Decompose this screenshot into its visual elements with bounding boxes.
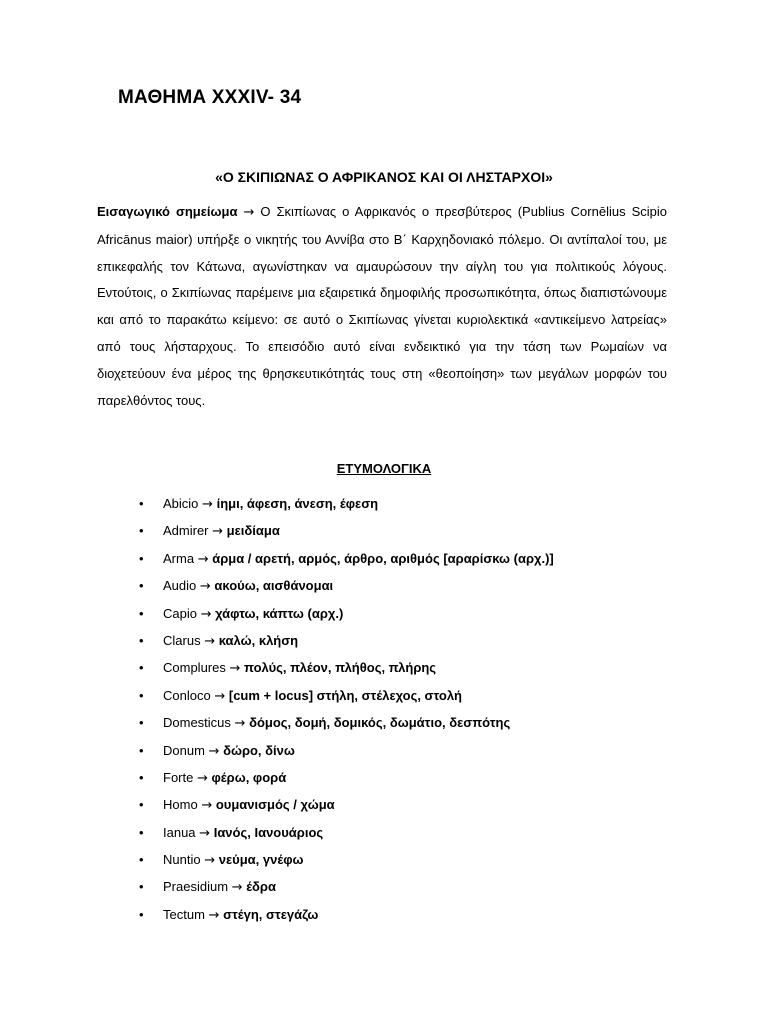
arrow-right-icon: →: [204, 853, 216, 869]
greek-derivatives: πολύς, πλέον, πλήθος, πλήρης: [244, 660, 437, 676]
latin-word: Admirer: [163, 523, 209, 539]
greek-derivatives: ίημι, άφεση, άνεση, έφεση: [216, 496, 379, 511]
list-item: [0, 572, 554, 599]
intro-text: Ο Σκιπίωνας ο Αφρικανός ο πρεσβύτερος (Publius Cornēlius Scipio Africānus maior) υπήρξε ο νικητής του Αννίβα στο Β΄ Καρχηδονιακό πόλεμο. Οι αντίπαλοί του, με επικεφαλής τον Κάτωνα, αγωνίστηκαν να αμαυρώσουν την αίγλη του για πολιτικούς λόγους. Εντούτοις, ο Σκιπίωνας παρέμεινε μια εξαιρετικά δημοφιλής προσωπικότητα, όπως διαπιστώνουμε και από το παρακάτω κείμενο: σε αυτό ο Σκιπίωνας γίνεται κυριολεκτικά «αντικείμενο λατρείας» από τους λήσταρχους. Το επεισόδιο αυτό είναι ενδεικτικό για την τάση των Ρωμαίων να διοχετεύουν ένα μέρος της θρησκευτικότητάς τους στη «θεοποίηση» των μεγάλων μορφών του παρελθόντος τους.: [97, 204, 667, 408]
list-item: [0, 627, 554, 654]
greek-derivatives: ουμανισμός / χώμα: [215, 797, 335, 813]
list-item: [0, 490, 554, 517]
arrow-right-icon: →: [208, 743, 220, 759]
arrow-right-icon: →: [201, 798, 213, 814]
arrow-right-icon: →: [214, 688, 226, 704]
list-item: [0, 846, 554, 873]
arrow-right-icon: →: [202, 497, 213, 512]
bullet-icon: •: [139, 578, 144, 594]
greek-derivatives: ακούω, αισθάνομαι: [214, 578, 334, 594]
greek-derivatives: δώρο, δίνω: [223, 742, 295, 758]
latin-word: Conloco: [163, 687, 211, 703]
arrow-right-icon: →: [200, 606, 212, 622]
bullet-icon: •: [139, 906, 144, 922]
bullet-icon: •: [139, 605, 144, 621]
arrow-right-icon: →: [204, 633, 216, 649]
bullet-icon: •: [139, 496, 144, 511]
greek-derivatives: χάφτω, κάπτω (αρχ.): [215, 605, 344, 621]
latin-word: Domesticus: [163, 715, 231, 731]
latin-word: Ianua: [163, 824, 196, 840]
bullet-icon: •: [139, 769, 144, 785]
list-item: [0, 517, 554, 544]
etymology-heading: ΕΤΥΜΟΛΟΓΙΚΑ: [336, 461, 432, 476]
bullet-icon: •: [139, 824, 144, 840]
etymology-list: [0, 490, 554, 928]
latin-word: Nuntio: [163, 852, 201, 868]
arrow-right-icon: →: [229, 661, 241, 677]
lesson-title: ΜΑΘΗΜΑ XXXIV- 34: [118, 87, 302, 108]
list-item: [0, 737, 554, 764]
greek-derivatives: άρμα / αρετή, αρμός, άρθρο, αριθμός [αραρίσκω (αρχ.)]: [212, 550, 554, 566]
bullet-icon: •: [139, 742, 144, 758]
greek-derivatives: Ιανός, Ιανουάριος: [213, 824, 324, 840]
intro-paragraph: [97, 199, 667, 414]
latin-word: Praesidium: [163, 879, 229, 895]
latin-word: Abicio: [163, 496, 199, 511]
intro-lead: Εισαγωγικό σημείωμα: [97, 204, 238, 219]
list-item: [0, 709, 554, 736]
latin-word: Arma: [163, 550, 195, 566]
arrow-right-icon: →: [208, 907, 220, 923]
list-item: [0, 873, 554, 900]
greek-derivatives: δόμος, δομή, δομικός, δωμάτιο, δεσπότης: [249, 715, 511, 731]
greek-derivatives: μειδίαμα: [226, 523, 280, 539]
arrow-right-icon: →: [243, 205, 255, 220]
arrow-right-icon: →: [231, 880, 243, 896]
latin-word: Audio: [163, 578, 197, 594]
latin-word: Complures: [163, 660, 226, 676]
list-item: [0, 819, 554, 846]
latin-word: Tectum: [163, 906, 205, 922]
bullet-icon: •: [139, 632, 144, 648]
arrow-right-icon: →: [197, 551, 209, 567]
bullet-icon: •: [139, 687, 144, 703]
greek-derivatives: καλώ, κλήση: [218, 632, 299, 648]
list-item: [0, 545, 554, 572]
bullet-icon: •: [139, 660, 144, 676]
greek-derivatives: φέρω, φορά: [211, 769, 287, 785]
list-item: [0, 682, 554, 709]
latin-word: Clarus: [163, 632, 201, 648]
list-item: [0, 901, 554, 928]
list-item: [0, 654, 554, 681]
arrow-right-icon: →: [196, 770, 208, 786]
document-title: «Ο ΣΚΙΠΙΩΝΑΣ Ο ΑΦΡΙΚΑΝΟΣ ΚΑΙ ΟΙ ΛΗΣΤΑΡΧΟΙ»: [215, 169, 553, 185]
arrow-right-icon: →: [199, 825, 211, 841]
bullet-icon: •: [139, 523, 144, 539]
latin-word: Homo: [163, 797, 198, 813]
latin-word: Capio: [163, 605, 197, 621]
bullet-icon: •: [139, 852, 144, 868]
bullet-icon: •: [139, 879, 144, 895]
latin-word: Forte: [163, 769, 194, 785]
list-item: [0, 600, 554, 627]
arrow-right-icon: →: [212, 524, 224, 540]
greek-derivatives: έδρα: [246, 879, 276, 895]
list-item: [0, 791, 554, 818]
list-item: [0, 764, 554, 791]
greek-derivatives: στέγη, στεγάζω: [223, 906, 319, 922]
bullet-icon: •: [139, 715, 144, 731]
greek-derivatives: νεύμα, γνέφω: [218, 852, 304, 868]
bullet-icon: •: [139, 550, 144, 566]
arrow-right-icon: →: [234, 716, 246, 732]
bullet-icon: •: [139, 797, 144, 813]
latin-word: Donum: [163, 742, 205, 758]
greek-derivatives: [cum + locus] στήλη, στέλεχος, στολή: [228, 687, 463, 703]
arrow-right-icon: →: [199, 579, 211, 595]
